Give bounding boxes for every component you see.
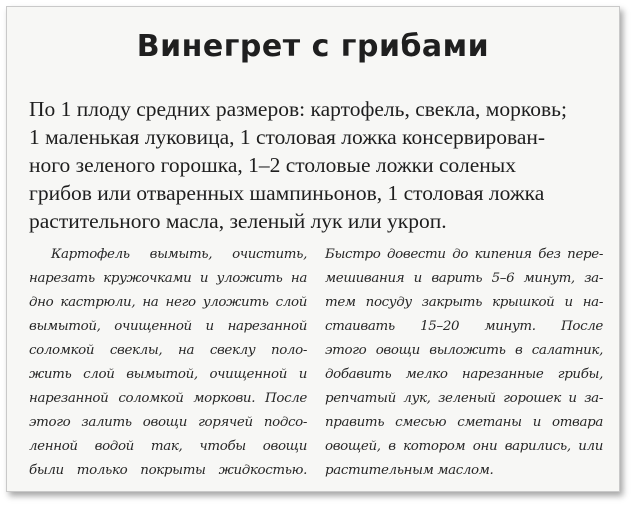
method-line: этого залить овощи горячей подсо- <box>29 415 307 430</box>
method-column-right <box>325 243 603 483</box>
method-line: овощей, в котором они варились, или <box>325 439 603 454</box>
ingredients-line: 1 маленькая луковица, 1 столовая ложка консервирован- <box>29 125 546 149</box>
method-line: Быстро довести до кипения без пере- <box>325 247 603 262</box>
method-line: нарезанной соломкой моркови. После <box>29 391 307 406</box>
recipe-page <box>6 6 620 492</box>
method-line: соломкой свеклы, на свеклу поло- <box>29 343 307 358</box>
ingredients-line: растительного масла, зеленый лук или укроп. <box>29 209 447 233</box>
method-line: жить слой вымытой, очищенной и <box>29 367 307 382</box>
recipe-title: Винегрет с грибами <box>136 29 490 64</box>
method-line: Картофель вымыть, очистить, <box>51 247 307 262</box>
ingredients-line: По 1 плоду средних размеров: картофель, свекла, морковь; <box>29 97 567 121</box>
method-line: были только покрыты жидкостью. <box>29 463 307 478</box>
method-line: растительным маслом. <box>325 463 494 478</box>
ingredients-line: грибов или отваренных шампиньонов, 1 столовая ложка <box>29 181 545 205</box>
method-line: добавить мелко нарезанные грибы, <box>325 367 603 382</box>
method-line: ленной водой так, чтобы овощи <box>29 439 307 454</box>
method-line: мешивания и варить 5–6 минут, за- <box>325 271 603 286</box>
method-line: дно кастрюли, на него уложить слой <box>29 295 307 310</box>
ingredients-paragraph <box>29 95 609 235</box>
method-line: репчатый лук, зеленый горошек и за- <box>325 391 603 406</box>
method-line: этого овощи выложить в салатник, <box>325 343 603 358</box>
method-line: править смесью сметаны и отвара <box>325 415 603 430</box>
ingredients-line: ного зеленого горошка, 1–2 столовые ложки соленых <box>29 153 516 177</box>
method-line: нарезать кружочками и уложить на <box>29 271 307 286</box>
method-line: вымытой, очищенной и нарезанной <box>29 319 307 334</box>
method-column-left <box>29 243 307 483</box>
method-line: тем посуду закрыть крышкой и на- <box>325 295 603 310</box>
method-line: стаивать 15–20 минут. После <box>325 319 603 334</box>
